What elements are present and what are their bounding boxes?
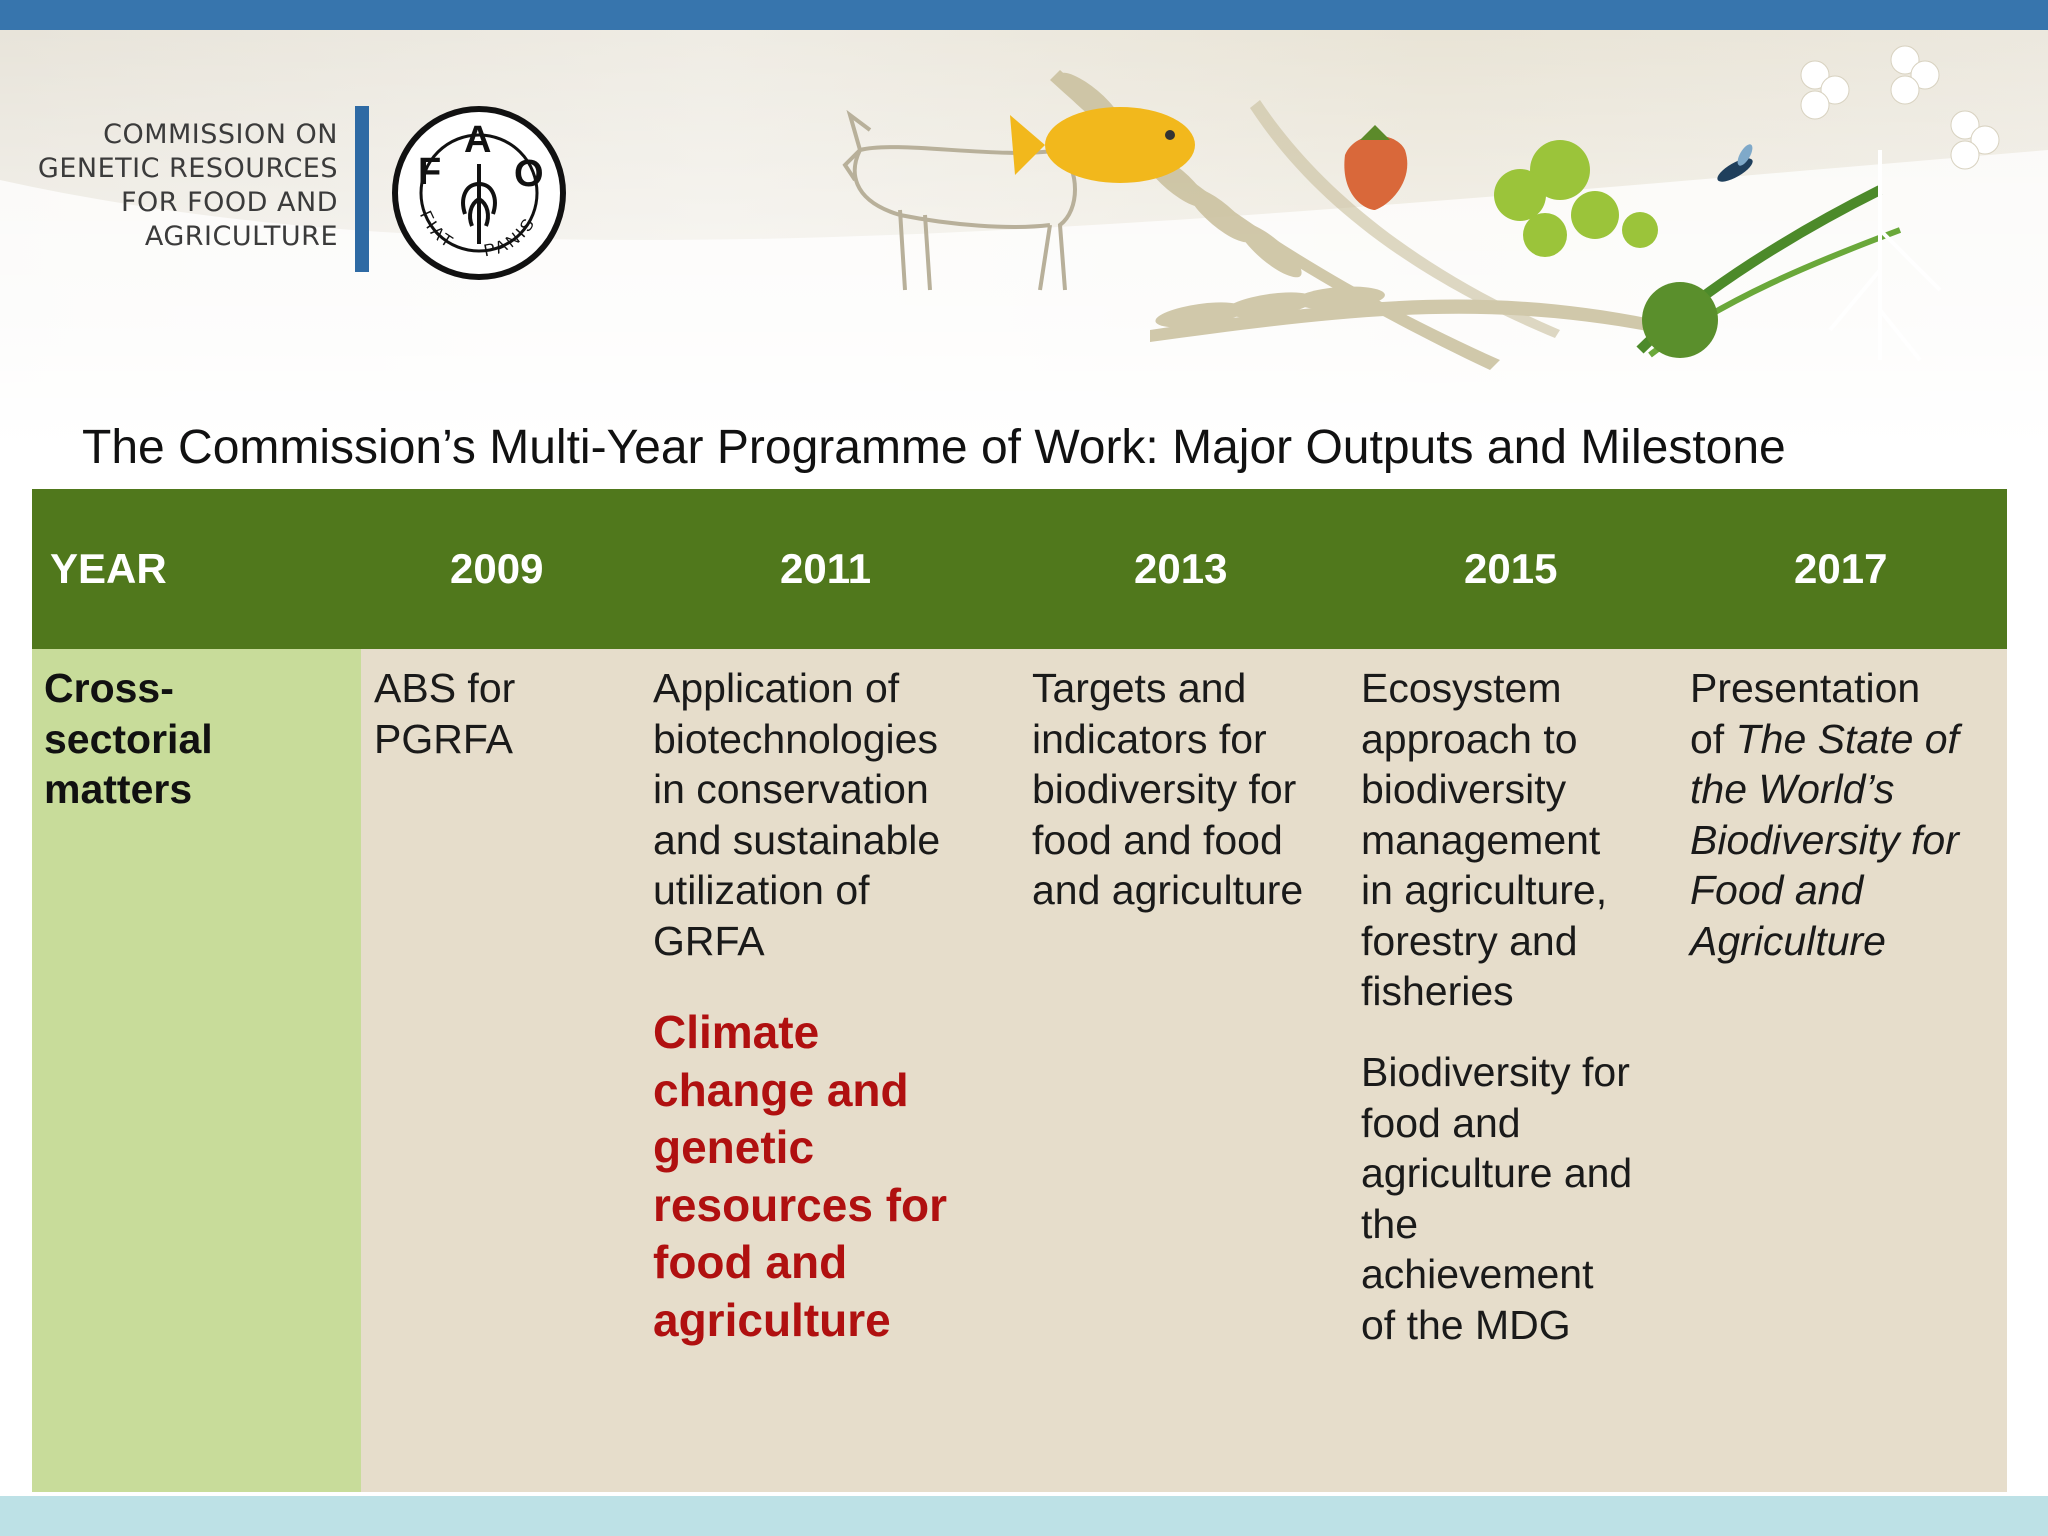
page-title: The Commission’s Multi-Year Programme of Work: Major Outputs and Milestone <box>82 421 1786 474</box>
cell-2013-line: food and food <box>1032 816 1283 863</box>
cell-2015-line: in agriculture, <box>1361 867 1608 913</box>
cell-2013-line: Targets and <box>1032 665 1247 711</box>
cell-2013 <box>1032 663 1303 916</box>
header-2013: 2013 <box>1134 545 1228 592</box>
header-2009: 2009 <box>450 545 544 592</box>
cell-2011 <box>653 663 940 966</box>
commission-name-line-2: GENETIC RESOURCES <box>37 153 338 184</box>
fao-letter-f: F <box>418 151 442 193</box>
cell-2015-line: forestry and <box>1361 917 1578 964</box>
cell-2015-line: food and <box>1361 1099 1521 1146</box>
cell-2015-line: achievement <box>1361 1251 1594 1297</box>
cell-2011-highlight-line: resources for <box>653 1178 948 1231</box>
cell-2011-line: GRFA <box>653 917 765 964</box>
cell-2011-line: and sustainable <box>653 816 941 863</box>
cell-2017 <box>1690 663 1959 966</box>
row-label-line: Cross- <box>44 665 174 711</box>
cell-2015-line: management <box>1361 816 1601 863</box>
commission-name <box>18 118 338 254</box>
cell-2009 <box>374 663 515 764</box>
cell-2009-line: PGRFA <box>374 715 513 762</box>
header-year: YEAR <box>50 545 167 592</box>
cell-2013-line: and agriculture <box>1032 867 1304 913</box>
row-label-line: sectorial <box>44 715 213 762</box>
cell-2015-line: the <box>1361 1200 1418 1247</box>
cell-2011-highlight-line: food and <box>653 1236 848 1288</box>
header-2015: 2015 <box>1464 545 1558 592</box>
cell-2015-line: of the MDG <box>1361 1301 1571 1348</box>
cell-2017-line: Agriculture <box>1690 917 1886 964</box>
commission-name-line-3: FOR FOOD AND <box>121 187 338 218</box>
row-label-cross-sectorial <box>44 663 213 815</box>
fao-motto-fiat: FIAT <box>416 207 459 253</box>
cell-2011-line: utilization of <box>653 867 870 913</box>
table-header-row <box>32 489 2007 649</box>
cell-2011-highlight-line: Climate <box>653 1006 820 1058</box>
fao-motto-panis: PANIS <box>482 212 540 261</box>
cell-2011-highlight-line: agriculture <box>653 1293 891 1346</box>
cell-2017-italic-start: The State of <box>1735 715 1959 762</box>
commission-name-line-1: COMMISSION ON <box>103 119 338 150</box>
cell-2017-line: Food and <box>1690 867 1864 913</box>
bottom-accent-bar <box>0 1496 2048 1536</box>
logo-divider <box>355 106 369 272</box>
cell-2015-line: Ecosystem <box>1361 665 1562 711</box>
milestones-table <box>32 489 2007 1492</box>
cell-2015-first <box>1361 663 1607 1017</box>
cell-2013-line: biodiversity for <box>1032 766 1297 812</box>
cell-2017-line: the World’s <box>1690 766 1895 812</box>
cell-2015-second <box>1361 1047 1632 1350</box>
top-accent-bar <box>0 0 2048 30</box>
header-2017: 2017 <box>1794 545 1888 592</box>
cell-2015-line: biodiversity <box>1361 766 1567 812</box>
fao-letter-o: O <box>514 153 544 195</box>
header-2011: 2011 <box>780 545 872 592</box>
cell-2017-line: Biodiversity for <box>1690 816 1959 863</box>
cell-2015-line: fisheries <box>1361 968 1514 1014</box>
cell-2015-line: approach to <box>1361 715 1578 762</box>
cell-2015-line: agriculture and <box>1361 1150 1633 1196</box>
fao-letter-a: A <box>464 119 492 161</box>
cell-2015-line: Biodiversity for <box>1361 1049 1630 1095</box>
cell-2011-highlight-line: genetic <box>653 1121 815 1173</box>
cell-2011-highlight-line: change and <box>653 1063 909 1116</box>
cell-2011-line: biotechnologies <box>653 715 938 762</box>
cell-2011-highlight <box>653 1004 947 1349</box>
row-label-line: matters <box>44 766 193 812</box>
cell-2011-line: Application of <box>653 665 900 711</box>
cell-2013-line: indicators for <box>1032 715 1267 762</box>
fao-logo <box>390 104 568 282</box>
cell-2011-line: in conservation <box>653 766 929 812</box>
cell-2017-line <box>1690 714 1959 765</box>
cell-2017-of: of <box>1690 715 1736 762</box>
cell-2009-line: ABS for <box>374 665 516 711</box>
commission-name-line-4: AGRICULTURE <box>144 221 338 252</box>
cell-2017-line: Presentation <box>1690 665 1921 711</box>
